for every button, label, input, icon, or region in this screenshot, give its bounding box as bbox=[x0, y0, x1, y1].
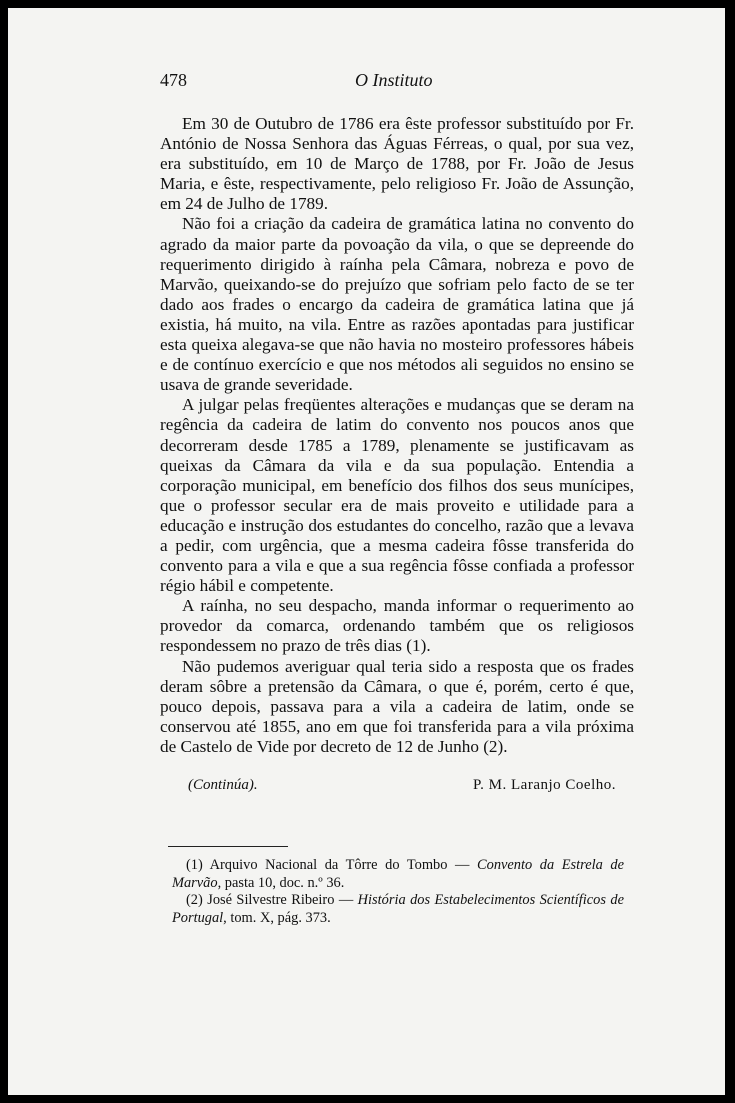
page-number: 478 bbox=[160, 70, 187, 90]
scan-border-bottom bbox=[0, 1095, 735, 1103]
article-body bbox=[160, 114, 634, 757]
paragraph-3: A julgar pelas freqüentes alterações e mudanças que se deram na regência da cadeira de latim do convento nos poucos anos que decorreram desde 1785 a 1789, plenamente se justificavam as queixas da Câmara da vila e da sua população. Entendia a corporação municipal, em benefício dos filhos dos seus munícipes, que o professor secular era de mais proveito e utilidade para a educação e instrução dos estudantes do concelho, razão que a levava a pedir, com urgência, que a mesma cadeira fôsse transferida do convento para a vila e que a sua regência fôsse confiada a professor régio hábil e competente. bbox=[160, 395, 634, 596]
paragraph-1: Em 30 de Outubro de 1786 era êste professor substituído por Fr. António de Nossa Senhora das Águas Férreas, o qual, por sua vez, era substituído, em 10 de Março de 1788, por Fr. João de Jesus Maria, e êste, respectivamente, pelo religioso Fr. João de Assunção, em 24 de Julho de 1789. bbox=[160, 114, 634, 214]
footnote-text: Arquivo Nacional da Tôrre do Tombo — bbox=[209, 857, 478, 873]
journal-title: O Instituto bbox=[355, 70, 433, 90]
footnote-ref: , pasta 10, doc. n.º 36. bbox=[217, 874, 345, 891]
running-head bbox=[160, 70, 630, 98]
footnote-marker: (1) bbox=[186, 857, 203, 873]
footnote-ref: , tom. X, pág. 373. bbox=[223, 909, 331, 926]
scan-border-right bbox=[725, 0, 735, 1103]
scan-border-left bbox=[0, 0, 8, 1103]
signature-line bbox=[188, 777, 616, 801]
footnote-1 bbox=[172, 857, 624, 892]
author-signature: P. M. Laranjo Coelho. bbox=[473, 777, 616, 793]
footnote-2 bbox=[172, 892, 624, 927]
footnote-rule bbox=[168, 846, 288, 847]
paragraph-5: Não pudemos averiguar qual teria sido a resposta que os frades deram sôbre a pretensão da Câmara, o que é, porém, certo é que, pouco depois, passava para a vila a cadeira de latim, onde se conservou até 1855, ano em que foi transferida para a vila próxima de Castelo de Vide por decreto de 12 de Junho (2). bbox=[160, 656, 634, 756]
footnote-title: Convento da Estrela de Marvão bbox=[172, 857, 624, 891]
paragraph-2: Não foi a criação da cadeira de gramática latina no convento do agrado da maior parte da povoação da vila, o que se depreende do requerimento dirigido à raínha pela Câmara, nobreza e povo de Marvão, queixando-se do prejuízo que sofriam pelo facto de se ter dado aos frades o encargo da cadeira de gramática latina que já existia, há muito, na vila. Entre as razões apontadas para justificar esta queixa alegava-se que não havia no mosteiro professores hábeis e de contínuo exercício e que nos métodos ali seguidos no ensino se usava de grande severidade. bbox=[160, 214, 634, 395]
scan-border-top bbox=[0, 0, 735, 8]
footnote-text: José Silvestre Ribeiro — bbox=[207, 892, 358, 908]
footnote-marker: (2) bbox=[186, 892, 203, 908]
paragraph-4: A raínha, no seu despacho, manda informar o requerimento ao provedor da comarca, ordenando também que os religiosos respondessem no prazo de três dias (1). bbox=[160, 596, 634, 656]
footnote-title: História dos Estabelecimentos Scientíficos de Portugal bbox=[172, 892, 624, 926]
footnotes bbox=[172, 857, 624, 927]
continua-note: (Continúa). bbox=[188, 777, 258, 793]
